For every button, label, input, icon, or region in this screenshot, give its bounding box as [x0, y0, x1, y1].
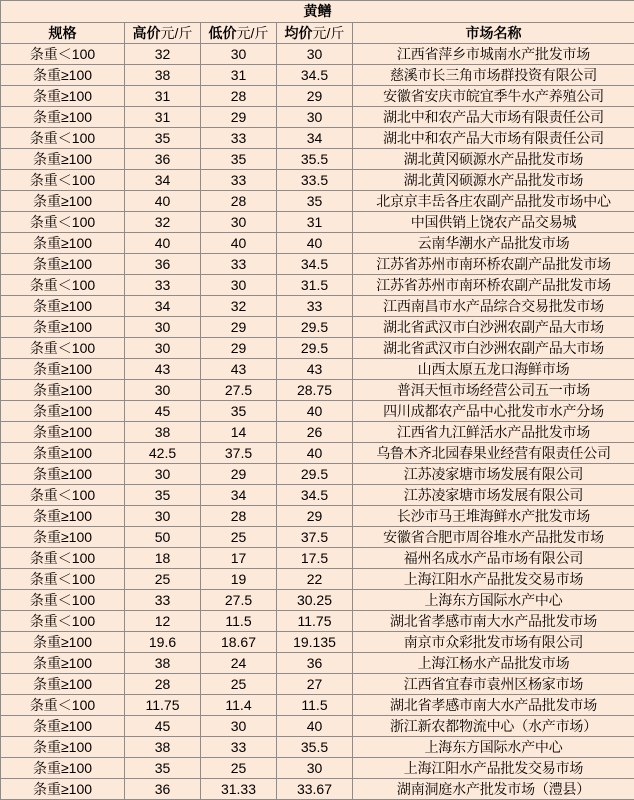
cell-avg: 34.5	[277, 65, 353, 86]
header-low	[201, 23, 277, 44]
cell-high: 40	[125, 233, 201, 254]
table-row	[1, 758, 634, 779]
table-row	[1, 317, 634, 338]
cell-high: 33	[125, 590, 201, 611]
cell-high: 38	[125, 422, 201, 443]
cell-high: 28	[125, 674, 201, 695]
cell-market: 乌鲁木齐北园春果业经营有限责任公司	[353, 443, 634, 464]
cell-avg: 34	[277, 128, 353, 149]
cell-avg: 29	[277, 506, 353, 527]
cell-market: 江西省萍乡市城南水产批发市场	[353, 44, 634, 65]
cell-avg: 29.5	[277, 338, 353, 359]
table-row	[1, 464, 634, 485]
cell-spec: 条重≥100	[1, 401, 125, 422]
cell-market: 江西省宜春市袁州区杨家市场	[353, 674, 634, 695]
cell-high: 34	[125, 170, 201, 191]
cell-market: 江西南昌市水产品综合交易批发市场	[353, 296, 634, 317]
table-row	[1, 86, 634, 107]
cell-market: 普洱天恒市场经营公司五一市场	[353, 380, 634, 401]
cell-low: 17	[201, 548, 277, 569]
header-spec: 规格	[1, 23, 125, 44]
cell-high: 38	[125, 65, 201, 86]
cell-spec: 条重≥100	[1, 674, 125, 695]
cell-avg: 30	[277, 107, 353, 128]
cell-low: 35	[201, 401, 277, 422]
table-row	[1, 422, 634, 443]
cell-low: 29	[201, 107, 277, 128]
table-row	[1, 233, 634, 254]
cell-spec: 条重≥100	[1, 632, 125, 653]
cell-market: 浙江新农都物流中心（水产市场）	[353, 716, 634, 737]
table-row	[1, 65, 634, 86]
cell-low: 31	[201, 65, 277, 86]
cell-low: 37.5	[201, 443, 277, 464]
cell-market: 慈溪市长三角市场群投资有限公司	[353, 65, 634, 86]
cell-low: 28	[201, 86, 277, 107]
table-row	[1, 44, 634, 65]
cell-avg: 35.5	[277, 149, 353, 170]
cell-avg: 40	[277, 716, 353, 737]
cell-spec: 条重＜100	[1, 611, 125, 632]
cell-spec: 条重≥100	[1, 422, 125, 443]
table-row	[1, 443, 634, 464]
cell-spec: 条重≥100	[1, 65, 125, 86]
cell-spec: 条重＜100	[1, 338, 125, 359]
cell-spec: 条重≥100	[1, 464, 125, 485]
cell-market: 南京市众彩批发市场有限公司	[353, 632, 634, 653]
cell-avg: 36	[277, 653, 353, 674]
cell-low: 43	[201, 359, 277, 380]
table-row	[1, 590, 634, 611]
cell-low: 30	[201, 212, 277, 233]
cell-spec: 条重≥100	[1, 86, 125, 107]
header-high-label: 高价	[133, 25, 161, 41]
table-row	[1, 695, 634, 716]
cell-market: 湖北省武汉市白沙洲农副产品大市场	[353, 317, 634, 338]
table-row	[1, 527, 634, 548]
cell-market: 上海东方国际水产中心	[353, 590, 634, 611]
cell-high: 40	[125, 191, 201, 212]
cell-spec: 条重＜100	[1, 212, 125, 233]
table-row	[1, 611, 634, 632]
cell-low: 30	[201, 275, 277, 296]
cell-high: 30	[125, 380, 201, 401]
cell-low: 28	[201, 506, 277, 527]
cell-market: 上海东方国际水产中心	[353, 737, 634, 758]
cell-low: 25	[201, 758, 277, 779]
header-low-label: 低价	[209, 25, 237, 41]
cell-avg: 37.5	[277, 527, 353, 548]
header-high-unit: 元/斤	[161, 25, 193, 41]
table-row	[1, 275, 634, 296]
cell-high: 43	[125, 359, 201, 380]
table-row	[1, 170, 634, 191]
cell-spec: 条重≥100	[1, 527, 125, 548]
cell-high: 35	[125, 758, 201, 779]
table-body	[1, 44, 634, 800]
cell-avg: 26	[277, 422, 353, 443]
cell-spec: 条重≥100	[1, 506, 125, 527]
table-row	[1, 149, 634, 170]
cell-spec: 条重＜100	[1, 44, 125, 65]
cell-avg: 30	[277, 44, 353, 65]
cell-market: 江西省九江鲜活水产品批发市场	[353, 422, 634, 443]
cell-avg: 17.5	[277, 548, 353, 569]
cell-high: 18	[125, 548, 201, 569]
cell-low: 30	[201, 44, 277, 65]
cell-avg: 33.67	[277, 779, 353, 800]
cell-spec: 条重＜100	[1, 275, 125, 296]
cell-market: 北京京丰岳各庄农副产品批发市场中心	[353, 191, 634, 212]
cell-low: 19	[201, 569, 277, 590]
cell-low: 33	[201, 254, 277, 275]
cell-market: 江苏凌家塘市场发展有限公司	[353, 464, 634, 485]
cell-avg: 29	[277, 86, 353, 107]
cell-high: 36	[125, 149, 201, 170]
cell-high: 11.75	[125, 695, 201, 716]
cell-low: 11.4	[201, 695, 277, 716]
table-row	[1, 737, 634, 758]
cell-high: 31	[125, 107, 201, 128]
table-row	[1, 401, 634, 422]
cell-avg: 43	[277, 359, 353, 380]
cell-high: 30	[125, 317, 201, 338]
table-row	[1, 716, 634, 737]
table-row	[1, 779, 634, 800]
cell-avg: 27	[277, 674, 353, 695]
table-row	[1, 380, 634, 401]
table-row	[1, 212, 634, 233]
cell-avg: 30	[277, 758, 353, 779]
header-high	[125, 23, 201, 44]
cell-market: 四川成都农产品中心批发市水产分场	[353, 401, 634, 422]
cell-avg: 30.25	[277, 590, 353, 611]
cell-spec: 条重≥100	[1, 716, 125, 737]
cell-market: 安徽省合肥市周谷堆水产品批发市场	[353, 527, 634, 548]
cell-low: 31.33	[201, 779, 277, 800]
table-row	[1, 107, 634, 128]
cell-low: 29	[201, 317, 277, 338]
cell-low: 25	[201, 527, 277, 548]
cell-market: 上海江阳水产品批发交易市场	[353, 758, 634, 779]
cell-avg: 34.5	[277, 254, 353, 275]
header-low-unit: 元/斤	[237, 25, 269, 41]
cell-spec: 条重≥100	[1, 380, 125, 401]
cell-avg: 33	[277, 296, 353, 317]
cell-high: 38	[125, 737, 201, 758]
table-row	[1, 506, 634, 527]
cell-low: 30	[201, 716, 277, 737]
cell-spec: 条重≥100	[1, 296, 125, 317]
cell-low: 11.5	[201, 611, 277, 632]
cell-market: 江苏省苏州市南环桥农副产品批发市场	[353, 275, 634, 296]
cell-high: 36	[125, 254, 201, 275]
cell-avg: 33.5	[277, 170, 353, 191]
cell-spec: 条重≥100	[1, 107, 125, 128]
cell-spec: 条重≥100	[1, 443, 125, 464]
cell-avg: 11.5	[277, 695, 353, 716]
cell-avg: 31	[277, 212, 353, 233]
cell-high: 42.5	[125, 443, 201, 464]
cell-avg: 34.5	[277, 485, 353, 506]
cell-high: 50	[125, 527, 201, 548]
table-row	[1, 653, 634, 674]
cell-avg: 40	[277, 233, 353, 254]
table-row	[1, 254, 634, 275]
table-row	[1, 359, 634, 380]
cell-spec: 条重＜100	[1, 590, 125, 611]
cell-market: 云南华潮水产品批发市场	[353, 233, 634, 254]
cell-spec: 条重≥100	[1, 359, 125, 380]
cell-spec: 条重＜100	[1, 695, 125, 716]
cell-avg: 22	[277, 569, 353, 590]
cell-low: 27.5	[201, 380, 277, 401]
cell-market: 湖北黄冈硕源水产品批发市场	[353, 149, 634, 170]
cell-low: 35	[201, 149, 277, 170]
cell-high: 34	[125, 296, 201, 317]
cell-spec: 条重＜100	[1, 548, 125, 569]
cell-high: 35	[125, 485, 201, 506]
cell-high: 30	[125, 506, 201, 527]
cell-low: 14	[201, 422, 277, 443]
cell-high: 32	[125, 44, 201, 65]
cell-market: 安徽省安庆市皖宜季牛水产养殖公司	[353, 86, 634, 107]
cell-avg: 31.5	[277, 275, 353, 296]
cell-low: 29	[201, 464, 277, 485]
cell-market: 湖北中和农产品大市场有限责任公司	[353, 128, 634, 149]
cell-low: 24	[201, 653, 277, 674]
cell-avg: 19.135	[277, 632, 353, 653]
cell-market: 湖北黄冈硕源水产品批发市场	[353, 170, 634, 191]
cell-avg: 40	[277, 401, 353, 422]
cell-high: 25	[125, 569, 201, 590]
cell-spec: 条重≥100	[1, 779, 125, 800]
cell-high: 38	[125, 653, 201, 674]
cell-market: 江苏凌家塘市场发展有限公司	[353, 485, 634, 506]
cell-low: 40	[201, 233, 277, 254]
cell-market: 湖北省孝感市南大水产品批发市场	[353, 695, 634, 716]
cell-high: 30	[125, 464, 201, 485]
cell-low: 25	[201, 674, 277, 695]
table-row	[1, 338, 634, 359]
cell-high: 19.6	[125, 632, 201, 653]
cell-high: 45	[125, 401, 201, 422]
header-market: 市场名称	[353, 23, 634, 44]
cell-avg: 40	[277, 443, 353, 464]
cell-market: 湖南洞庭水产批发市场（澧县）	[353, 779, 634, 800]
header-avg-unit: 元/斤	[313, 25, 345, 41]
cell-avg: 29.5	[277, 317, 353, 338]
cell-market: 中国供销上饶农产品交易城	[353, 212, 634, 233]
table-row	[1, 128, 634, 149]
cell-avg: 11.75	[277, 611, 353, 632]
cell-spec: 条重≥100	[1, 149, 125, 170]
cell-spec: 条重＜100	[1, 569, 125, 590]
cell-low: 34	[201, 485, 277, 506]
cell-spec: 条重≥100	[1, 191, 125, 212]
cell-high: 45	[125, 716, 201, 737]
cell-low: 28	[201, 191, 277, 212]
cell-low: 33	[201, 737, 277, 758]
cell-spec: 条重≥100	[1, 737, 125, 758]
table-row	[1, 569, 634, 590]
cell-high: 31	[125, 86, 201, 107]
cell-market: 湖北省孝感市南大水产品批发市场	[353, 611, 634, 632]
table-row	[1, 674, 634, 695]
cell-market: 山西太原五龙口海鲜市场	[353, 359, 634, 380]
cell-low: 33	[201, 128, 277, 149]
table-row	[1, 485, 634, 506]
cell-low: 29	[201, 338, 277, 359]
cell-avg: 28.75	[277, 380, 353, 401]
cell-low: 33	[201, 170, 277, 191]
cell-avg: 29.5	[277, 464, 353, 485]
cell-spec: 条重≥100	[1, 254, 125, 275]
cell-low: 32	[201, 296, 277, 317]
cell-avg: 35.5	[277, 737, 353, 758]
title-row	[1, 1, 634, 23]
table-row	[1, 191, 634, 212]
cell-market: 江苏省苏州市南环桥农副产品批发市场	[353, 254, 634, 275]
cell-high: 35	[125, 128, 201, 149]
header-avg-label: 均价	[285, 25, 313, 41]
cell-avg: 35	[277, 191, 353, 212]
cell-high: 32	[125, 212, 201, 233]
table-title: 黄鳝	[1, 1, 634, 23]
cell-market: 上海江杨水产品批发市场	[353, 653, 634, 674]
cell-spec: 条重≥100	[1, 758, 125, 779]
cell-high: 30	[125, 338, 201, 359]
cell-market: 湖北省武汉市白沙洲农副产品大市场	[353, 338, 634, 359]
cell-market: 长沙市马王堆海鲜水产批发市场	[353, 506, 634, 527]
cell-market: 上海江阳水产品批发交易市场	[353, 569, 634, 590]
cell-spec: 条重＜100	[1, 128, 125, 149]
cell-market: 福州名成水产品市场有限公司	[353, 548, 634, 569]
header-avg	[277, 23, 353, 44]
cell-spec: 条重≥100	[1, 233, 125, 254]
table-row	[1, 632, 634, 653]
header-row	[1, 23, 634, 44]
cell-low: 18.67	[201, 632, 277, 653]
cell-market: 湖北中和农产品大市场有限责任公司	[353, 107, 634, 128]
cell-high: 33	[125, 275, 201, 296]
cell-high: 12	[125, 611, 201, 632]
cell-high: 36	[125, 779, 201, 800]
cell-low: 27.5	[201, 590, 277, 611]
cell-spec: 条重≥100	[1, 653, 125, 674]
cell-spec: 条重≥100	[1, 317, 125, 338]
table-row	[1, 296, 634, 317]
cell-spec: 条重＜100	[1, 170, 125, 191]
cell-spec: 条重＜100	[1, 485, 125, 506]
table-row	[1, 548, 634, 569]
